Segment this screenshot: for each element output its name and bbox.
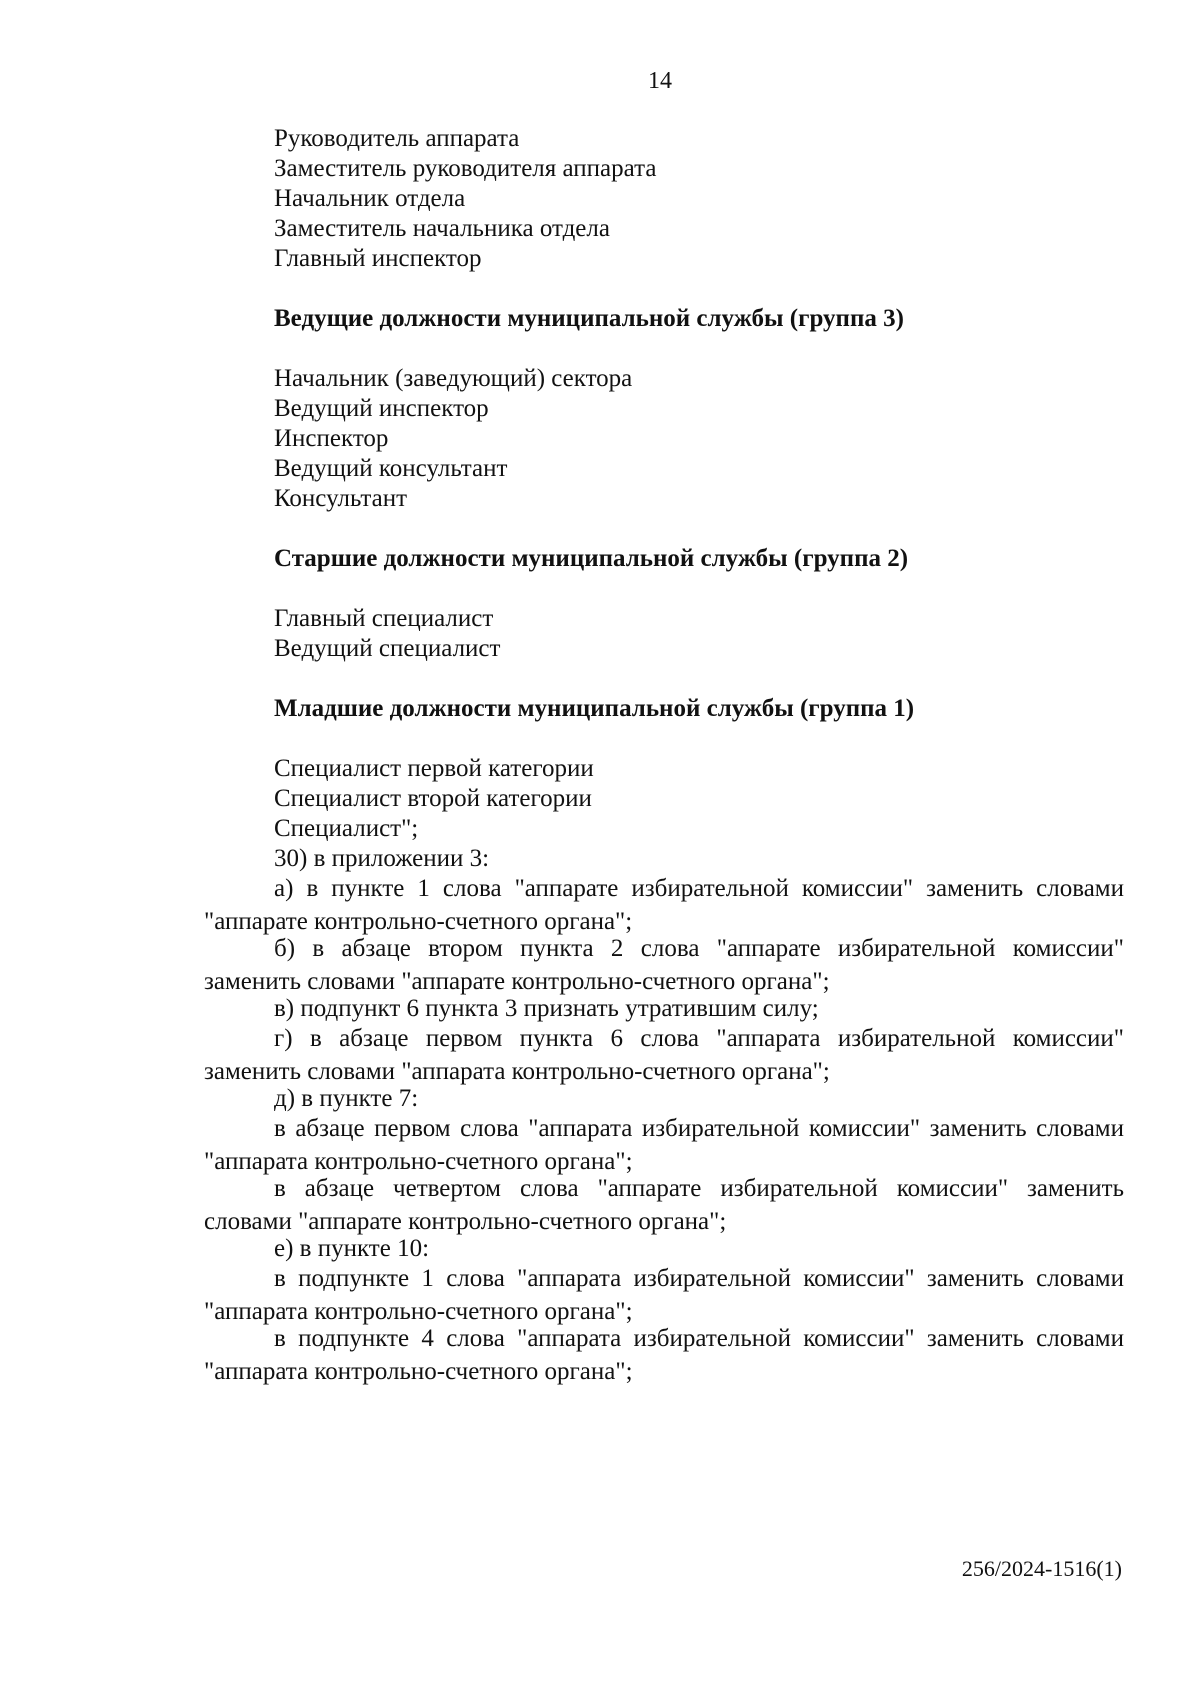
group-heading: Старшие должности муниципальной службы (группа 2) (274, 545, 909, 572)
position-item: Консультант (274, 485, 408, 512)
position-item: Главный инспектор (274, 245, 482, 272)
position-item: Заместитель начальника отдела (274, 215, 610, 242)
position-item: Инспектор (274, 425, 389, 452)
amendment-paragraph: в подпункте 1 слова "аппарата избирательной комиссии" заменить словами "аппарата контрольно-счетного органа"; (204, 1265, 1124, 1325)
document-code: 256/2024-1516(1) (961, 1556, 1122, 1581)
amendment-intro: 30) в приложении 3: (274, 845, 490, 872)
position-item: Специалист"; (274, 815, 419, 842)
amendment-paragraph: в абзаце первом слова "аппарата избирательной комиссии" заменить словами "аппарата контрольно-счетного органа"; (204, 1115, 1124, 1175)
position-item: Специалист второй категории (274, 785, 592, 812)
position-item: Руководитель аппарата (274, 125, 520, 152)
amendment-paragraph: а) в пункте 1 слова "аппарате избирательной комиссии" заменить словами "аппарате контрольно-счетного органа"; (204, 875, 1124, 935)
position-item: Ведущий инспектор (274, 395, 489, 422)
page-number: 14 (648, 68, 672, 94)
group-heading: Младшие должности муниципальной службы (группа 1) (274, 695, 915, 722)
position-item: Начальник отдела (274, 185, 466, 212)
amendment-paragraph: е) в пункте 10: (274, 1235, 430, 1262)
amendment-paragraph: г) в абзаце первом пункта 6 слова "аппарата избирательной комиссии" заменить словами "аппарата контрольно-счетного органа"; (204, 1025, 1124, 1085)
position-item: Главный специалист (274, 605, 494, 632)
position-item: Начальник (заведующий) сектора (274, 365, 633, 392)
amendment-paragraph: в) подпункт 6 пункта 3 признать утратившим силу; (274, 995, 819, 1022)
position-item: Ведущий специалист (274, 635, 501, 662)
group-heading: Ведущие должности муниципальной службы (группа 3) (274, 305, 904, 332)
amendment-paragraph: в подпункте 4 слова "аппарата избирательной комиссии" заменить словами "аппарата контрольно-счетного органа"; (204, 1325, 1124, 1385)
position-item: Специалист первой категории (274, 755, 594, 782)
position-item: Ведущий консультант (274, 455, 508, 482)
position-item: Заместитель руководителя аппарата (274, 155, 657, 182)
amendment-paragraph: б) в абзаце втором пункта 2 слова "аппарате избирательной комиссии" заменить словами "аппарате контрольно-счетного органа"; (204, 935, 1124, 995)
amendment-paragraph: в абзаце четвертом слова "аппарате избирательной комиссии" заменить словами "аппарате контрольно-счетного органа"; (204, 1175, 1124, 1235)
amendment-paragraph: д) в пункте 7: (274, 1085, 419, 1112)
